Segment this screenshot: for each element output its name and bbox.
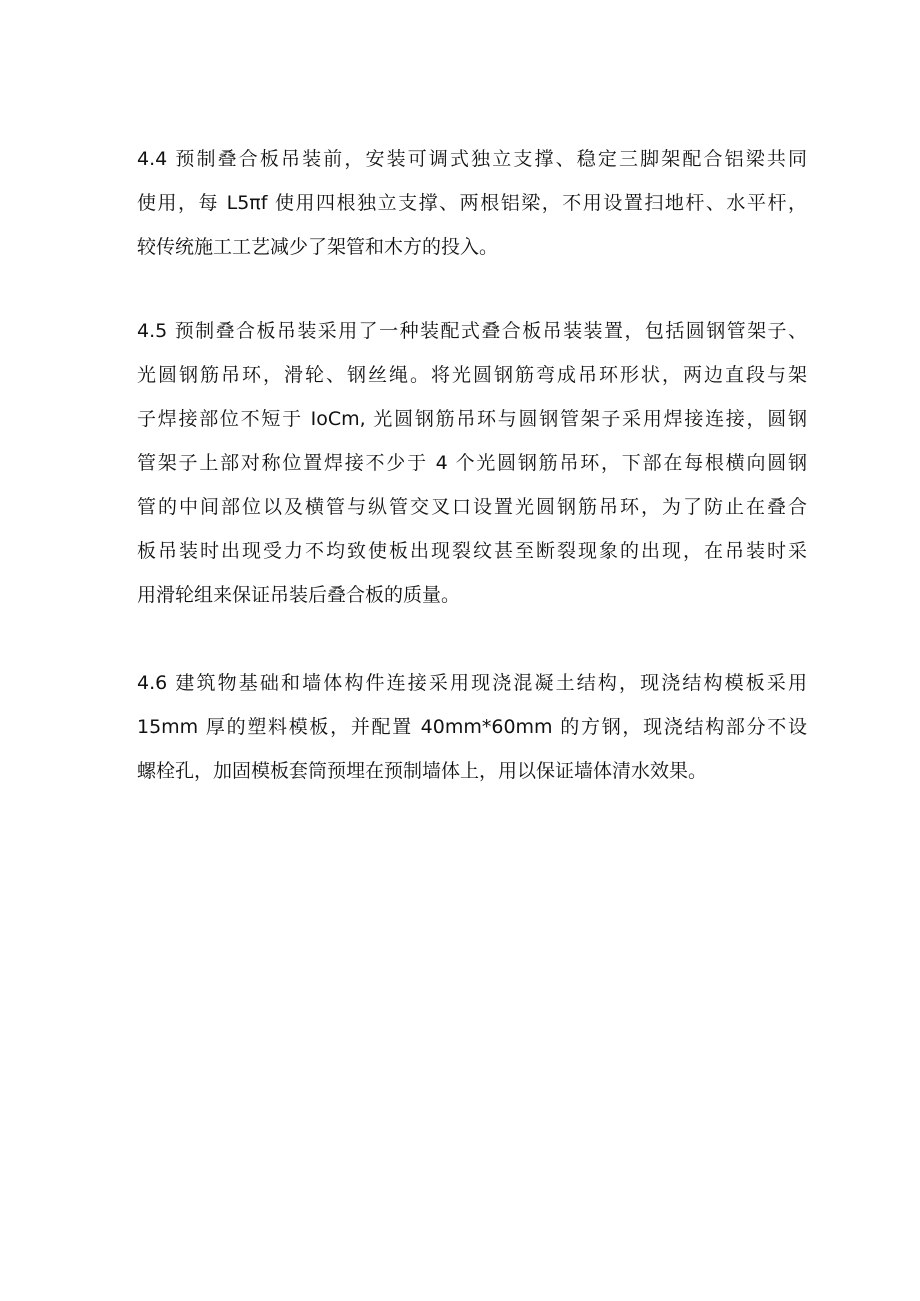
paragraph-line: 子焊接部位不短于 IoCm, 光圆钢筋吊环与圆钢管架子采用焊接连接，圆钢 (137, 408, 807, 430)
paragraph-line: 15mm 厚的塑料模板，并配置 40mm*60mm 的方钢，现浇结构部分不设 (137, 716, 807, 738)
paragraph-4-6 (137, 661, 807, 793)
paragraph-line: 螺栓孔，加固模板套筒预埋在预制墙体上，用以保证墙体清水效果。 (137, 760, 708, 782)
paragraph-line: 管架子上部对称位置焊接不少于 4 个光圆钢筋吊环，下部在每根横向圆钢 (137, 452, 807, 474)
paragraph-4-4 (137, 137, 807, 269)
paragraph-line: 4.4 预制叠合板吊装前，安装可调式独立支撑、稳定三脚架配合铝梁共同 (137, 148, 807, 170)
paragraph-line: 用滑轮组来保证吊装后叠合板的质量。 (137, 584, 461, 606)
paragraph-line: 4.6 建筑物基础和墙体构件连接采用现浇混凝土结构，现浇结构模板采用 (137, 672, 807, 694)
paragraph-line: 板吊装时出现受力不均致使板出现裂纹甚至断裂现象的出现，在吊装时采 (137, 540, 807, 562)
paragraph-line: 4.5 预制叠合板吊装采用了一种装配式叠合板吊装装置，包括圆钢管架子、 (137, 320, 807, 342)
paragraph-line: 管的中间部位以及横管与纵管交叉口设置光圆钢筋吊环，为了防止在叠合 (137, 496, 807, 518)
paragraph-line: 使用，每 L5πf 使用四根独立支撑、两根铝梁，不用设置扫地杆、水平杆， (137, 192, 807, 214)
paragraph-line: 光圆钢筋吊环，滑轮、钢丝绳。将光圆钢筋弯成吊环形状，两边直段与架 (137, 364, 807, 386)
paragraph-4-5 (137, 309, 807, 617)
paragraph-line: 较传统施工工艺减少了架管和木方的投入。 (137, 236, 499, 258)
